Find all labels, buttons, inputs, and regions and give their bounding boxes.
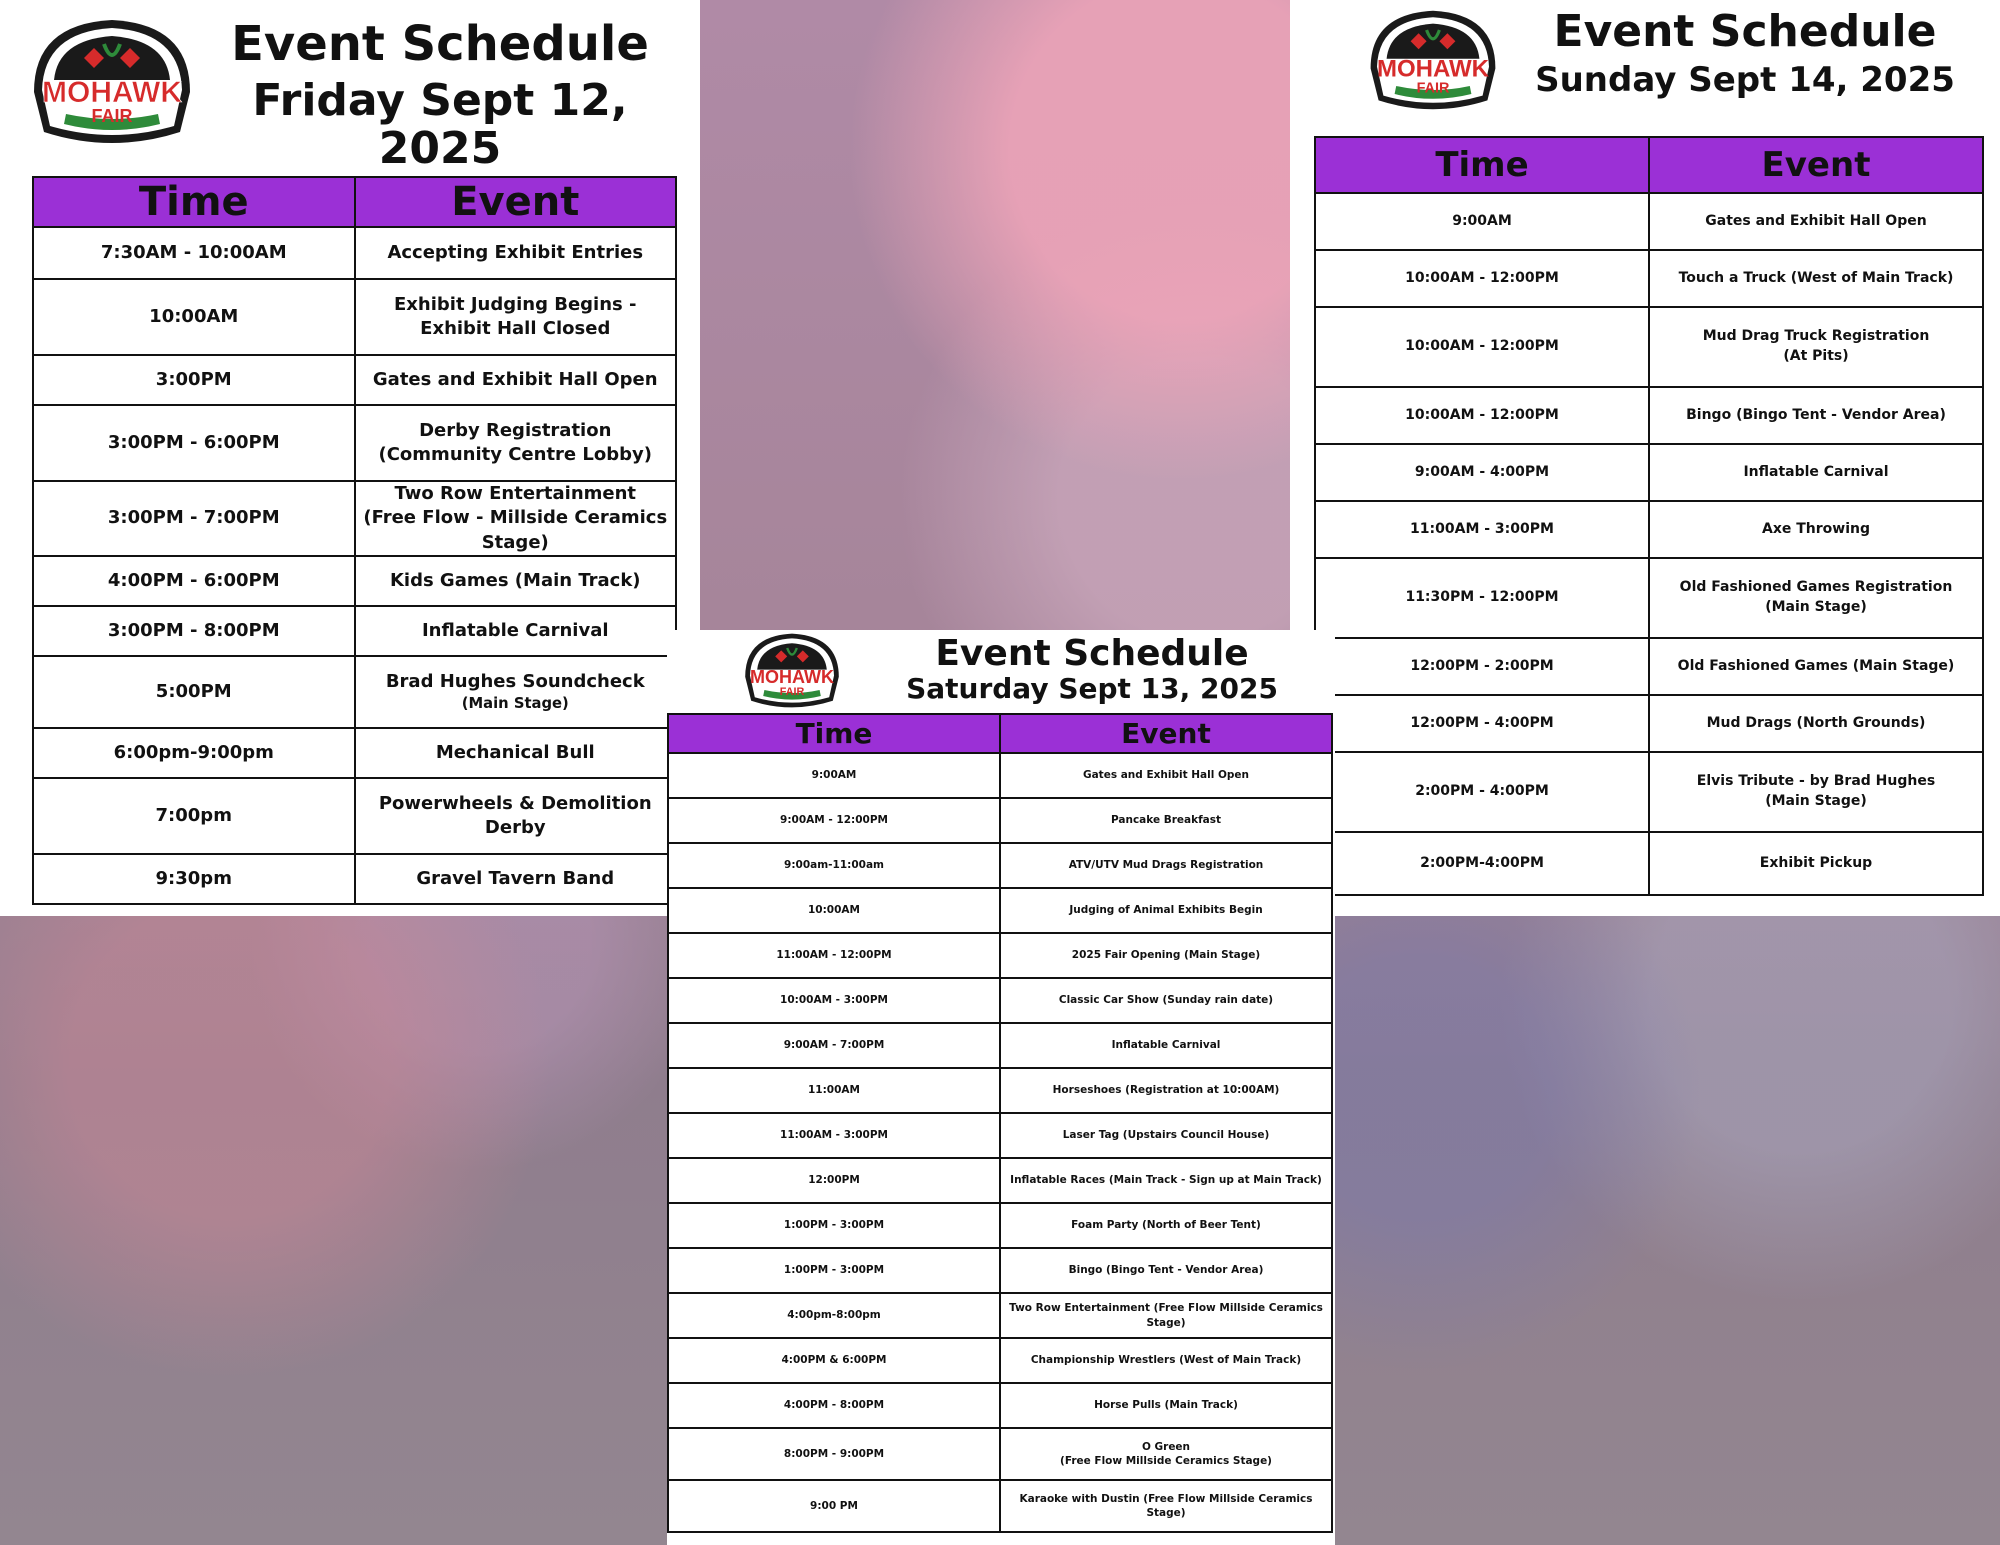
table-row: [1315, 638, 1983, 695]
event-text: Mechanical Bull: [435, 741, 595, 763]
time-cell: 4:00PM - 8:00PM: [668, 1383, 1000, 1428]
event-cell: [1000, 888, 1332, 933]
event-cell: [1649, 193, 1983, 250]
event-cell: [1000, 1113, 1332, 1158]
time-cell: 9:00AM: [668, 753, 1000, 798]
event-text: Inflatable Races (Main Track - Sign up at Main Track): [1010, 1174, 1322, 1187]
time-cell: 8:00PM - 9:00PM: [668, 1428, 1000, 1480]
event-cell: [1000, 978, 1332, 1023]
event-text: ATV/UTV Mud Drags Registration: [1068, 859, 1264, 872]
event-cell: [1649, 387, 1983, 444]
title-heading: Event Schedule: [231, 16, 649, 72]
event-cell: [1000, 1293, 1332, 1338]
event-cell: [1649, 444, 1983, 501]
event-text: Bingo (Bingo Tent - Vendor Area): [1068, 1264, 1264, 1277]
table-row: [1315, 250, 1983, 307]
event-text: Old Fashioned Games (Main Stage): [1677, 657, 1955, 674]
table-row: [668, 933, 1332, 978]
event-cell: [1000, 753, 1332, 798]
event-text: Exhibit Pickup: [1759, 854, 1873, 871]
column-header-time: Time: [1315, 137, 1649, 193]
time-cell: 9:00AM - 12:00PM: [668, 798, 1000, 843]
table-row: [668, 1428, 1332, 1480]
event-cell: [355, 854, 677, 904]
event-cell: [1649, 250, 1983, 307]
table-row: [668, 1068, 1332, 1113]
event-cell: [1649, 307, 1983, 387]
event-text: Two Row Entertainment (Free Flow Millside Ceramics Stage): [1009, 1302, 1323, 1329]
logo-text-fair: FAIR: [91, 106, 133, 126]
event-text: Two Row Entertainment (Free Flow - Millside Ceramics Stage): [363, 483, 668, 553]
event-cell: [1000, 1338, 1332, 1383]
event-text: Championship Wrestlers (West of Main Track): [1030, 1354, 1302, 1367]
table-row: [33, 606, 676, 656]
time-cell: 3:00PM - 8:00PM: [33, 606, 355, 656]
time-cell: 11:00AM: [668, 1068, 1000, 1113]
event-text: Mud Drag Truck Registration (At Pits): [1702, 328, 1930, 364]
table-row: [668, 798, 1332, 843]
column-header-event: Event: [1000, 714, 1332, 753]
event-cell: [1000, 1248, 1332, 1293]
table-row: [33, 355, 676, 405]
mohawk-fair-logo: [1362, 6, 1504, 118]
event-text: O Green (Free Flow Millside Ceramics Stage): [1060, 1440, 1272, 1467]
time-cell: 10:00AM - 12:00PM: [1315, 387, 1649, 444]
time-cell: 11:00AM - 12:00PM: [668, 933, 1000, 978]
event-cell: [355, 405, 677, 481]
table-row: [668, 978, 1332, 1023]
event-cell: [355, 227, 677, 279]
time-cell: 10:00AM: [668, 888, 1000, 933]
time-cell: 9:00 PM: [668, 1480, 1000, 1532]
event-cell: [1649, 558, 1983, 638]
event-text: Exhibit Judging Begins - Exhibit Hall Closed: [394, 293, 637, 339]
time-cell: 6:00pm-9:00pm: [33, 728, 355, 778]
event-cell: [355, 481, 677, 556]
schedule-title: [1520, 8, 1970, 100]
friday-schedule-panel: [0, 0, 700, 916]
title-heading: Event Schedule: [935, 633, 1249, 674]
schedule-table: [1314, 136, 1984, 896]
event-text: Karaoke with Dustin (Free Flow Millside Ceramics Stage): [1019, 1492, 1313, 1519]
title-date: Friday Sept 12, 2025: [252, 74, 628, 175]
time-cell: 4:00PM & 6:00PM: [668, 1338, 1000, 1383]
table-row: [33, 279, 676, 355]
table-row: [668, 1293, 1332, 1338]
event-text: Pancake Breakfast: [1110, 814, 1222, 827]
event-cell: [1649, 501, 1983, 558]
time-cell: 1:00PM - 3:00PM: [668, 1248, 1000, 1293]
time-cell: 12:00PM: [668, 1158, 1000, 1203]
schedule-table: [667, 713, 1333, 1533]
table-row: [668, 1203, 1332, 1248]
column-header-time: Time: [668, 714, 1000, 753]
time-cell: 9:00AM - 4:00PM: [1315, 444, 1649, 501]
event-text: Elvis Tribute - by Brad Hughes (Main Stage): [1696, 773, 1936, 809]
event-text: Gates and Exhibit Hall Open: [372, 368, 658, 390]
title-date: Sunday Sept 14, 2025: [1535, 60, 1955, 101]
saturday-schedule-panel: [667, 630, 1335, 1545]
time-cell: 11:00AM - 3:00PM: [1315, 501, 1649, 558]
time-cell: 9:00AM: [1315, 193, 1649, 250]
schedule-title: [882, 634, 1302, 704]
time-cell: 3:00PM: [33, 355, 355, 405]
sunday-schedule-panel: [1290, 0, 2000, 916]
time-cell: 10:00AM - 12:00PM: [1315, 250, 1649, 307]
table-row: [1315, 387, 1983, 444]
event-cell: [355, 728, 677, 778]
logo-text-fair: FAIR: [1416, 80, 1450, 97]
event-cell: [1649, 695, 1983, 752]
event-note: (Main Stage): [461, 695, 569, 713]
time-cell: 10:00AM - 3:00PM: [668, 978, 1000, 1023]
event-text: Derby Registration (Community Centre Lobby): [378, 419, 652, 465]
time-cell: 7:30AM - 10:00AM: [33, 227, 355, 279]
table-row: [33, 556, 676, 606]
title-date: Saturday Sept 13, 2025: [906, 671, 1278, 705]
table-row: [33, 854, 676, 904]
time-cell: 3:00PM - 6:00PM: [33, 405, 355, 481]
event-cell: [355, 279, 677, 355]
table-row: [1315, 444, 1983, 501]
column-header-event: Event: [1649, 137, 1983, 193]
table-row: [668, 1338, 1332, 1383]
event-text: Bingo (Bingo Tent - Vendor Area): [1686, 406, 1946, 423]
event-text: Judging of Animal Exhibits Begin: [1069, 904, 1263, 917]
logo-text-fair: FAIR: [779, 685, 805, 698]
time-cell: 12:00PM - 2:00PM: [1315, 638, 1649, 695]
time-cell: 9:00AM - 7:00PM: [668, 1023, 1000, 1068]
logo-text-mohawk: MOHAWK: [750, 666, 834, 687]
table-row: [668, 1248, 1332, 1293]
time-cell: 10:00AM: [33, 279, 355, 355]
time-cell: 9:30pm: [33, 854, 355, 904]
logo-text-mohawk: MOHAWK: [1377, 55, 1489, 83]
event-text: Gates and Exhibit Hall Open: [1705, 212, 1927, 229]
table-row: [668, 1383, 1332, 1428]
mohawk-fair-logo: [24, 14, 200, 154]
event-cell: [1000, 1428, 1332, 1480]
schedule-table: [32, 176, 677, 905]
event-cell: [1649, 752, 1983, 832]
time-cell: 4:00PM - 6:00PM: [33, 556, 355, 606]
time-cell: 7:00pm: [33, 778, 355, 854]
time-cell: 11:30PM - 12:00PM: [1315, 558, 1649, 638]
time-cell: 2:00PM-4:00PM: [1315, 832, 1649, 895]
event-cell: [1000, 933, 1332, 978]
event-cell: [1000, 798, 1332, 843]
event-text: Brad Hughes Soundcheck: [385, 670, 645, 692]
event-text: Foam Party (North of Beer Tent): [1071, 1219, 1261, 1232]
event-text: Classic Car Show (Sunday rain date): [1058, 994, 1274, 1007]
time-cell: 12:00PM - 4:00PM: [1315, 695, 1649, 752]
event-text: Horseshoes (Registration at 10:00AM): [1052, 1084, 1280, 1097]
event-cell: [1000, 1068, 1332, 1113]
event-text: Axe Throwing: [1762, 520, 1870, 537]
table-row: [668, 1113, 1332, 1158]
event-text: Inflatable Carnival: [421, 619, 609, 641]
table-row: [33, 405, 676, 481]
event-cell: [1649, 832, 1983, 895]
time-cell: 4:00pm-8:00pm: [668, 1293, 1000, 1338]
event-text: Inflatable Carnival: [1743, 463, 1889, 480]
event-text: Horse Pulls (Main Track): [1094, 1399, 1238, 1412]
event-cell: [1000, 1023, 1332, 1068]
table-row: [668, 1023, 1332, 1068]
table-row: [1315, 193, 1983, 250]
time-cell: 3:00PM - 7:00PM: [33, 481, 355, 556]
event-cell: [1000, 1480, 1332, 1532]
time-cell: 11:00AM - 3:00PM: [668, 1113, 1000, 1158]
event-cell: [1000, 843, 1332, 888]
event-text: Powerwheels & Demolition Derby: [378, 792, 652, 838]
event-text: Inflatable Carnival: [1111, 1039, 1221, 1052]
event-cell: [355, 556, 677, 606]
table-row: [1315, 752, 1983, 832]
event-cell: [1000, 1158, 1332, 1203]
table-row: [33, 227, 676, 279]
table-row: [1315, 558, 1983, 638]
table-row: [668, 843, 1332, 888]
time-cell: 5:00PM: [33, 656, 355, 728]
logo-text-mohawk: MOHAWK: [42, 76, 182, 109]
event-text: Mud Drags (North Grounds): [1706, 714, 1926, 731]
time-cell: 10:00AM - 12:00PM: [1315, 307, 1649, 387]
column-header-event: Event: [355, 177, 677, 227]
table-row: [33, 656, 676, 728]
event-text: 2025 Fair Opening (Main Stage): [1071, 949, 1261, 962]
table-row: [668, 753, 1332, 798]
title-heading: Event Schedule: [1553, 6, 1937, 57]
event-text: Old Fashioned Games Registration (Main Stage): [1679, 579, 1953, 615]
event-cell: [1000, 1383, 1332, 1428]
schedule-title: [205, 18, 675, 174]
table-row: [668, 888, 1332, 933]
time-cell: 1:00PM - 3:00PM: [668, 1203, 1000, 1248]
table-row: [1315, 832, 1983, 895]
event-cell: [355, 606, 677, 656]
table-row: [1315, 695, 1983, 752]
table-row: [33, 778, 676, 854]
event-cell: [355, 355, 677, 405]
event-cell: [1000, 1203, 1332, 1248]
event-text: Accepting Exhibit Entries: [387, 241, 644, 263]
event-text: Laser Tag (Upstairs Council House): [1062, 1129, 1270, 1142]
mohawk-fair-logo: [739, 630, 845, 714]
event-cell: [355, 778, 677, 854]
table-row: [1315, 307, 1983, 387]
event-text: Touch a Truck (West of Main Track): [1678, 269, 1954, 286]
event-cell: [1649, 638, 1983, 695]
table-row: [1315, 501, 1983, 558]
event-text: Gates and Exhibit Hall Open: [1082, 769, 1250, 782]
event-cell: [355, 656, 677, 728]
table-row: [668, 1158, 1332, 1203]
time-cell: 9:00am-11:00am: [668, 843, 1000, 888]
event-text: Kids Games (Main Track): [389, 569, 641, 591]
time-cell: 2:00PM - 4:00PM: [1315, 752, 1649, 832]
column-header-time: Time: [33, 177, 355, 227]
table-row: [33, 481, 676, 556]
table-row: [33, 728, 676, 778]
event-text: Gravel Tavern Band: [416, 867, 615, 889]
table-row: [668, 1480, 1332, 1532]
